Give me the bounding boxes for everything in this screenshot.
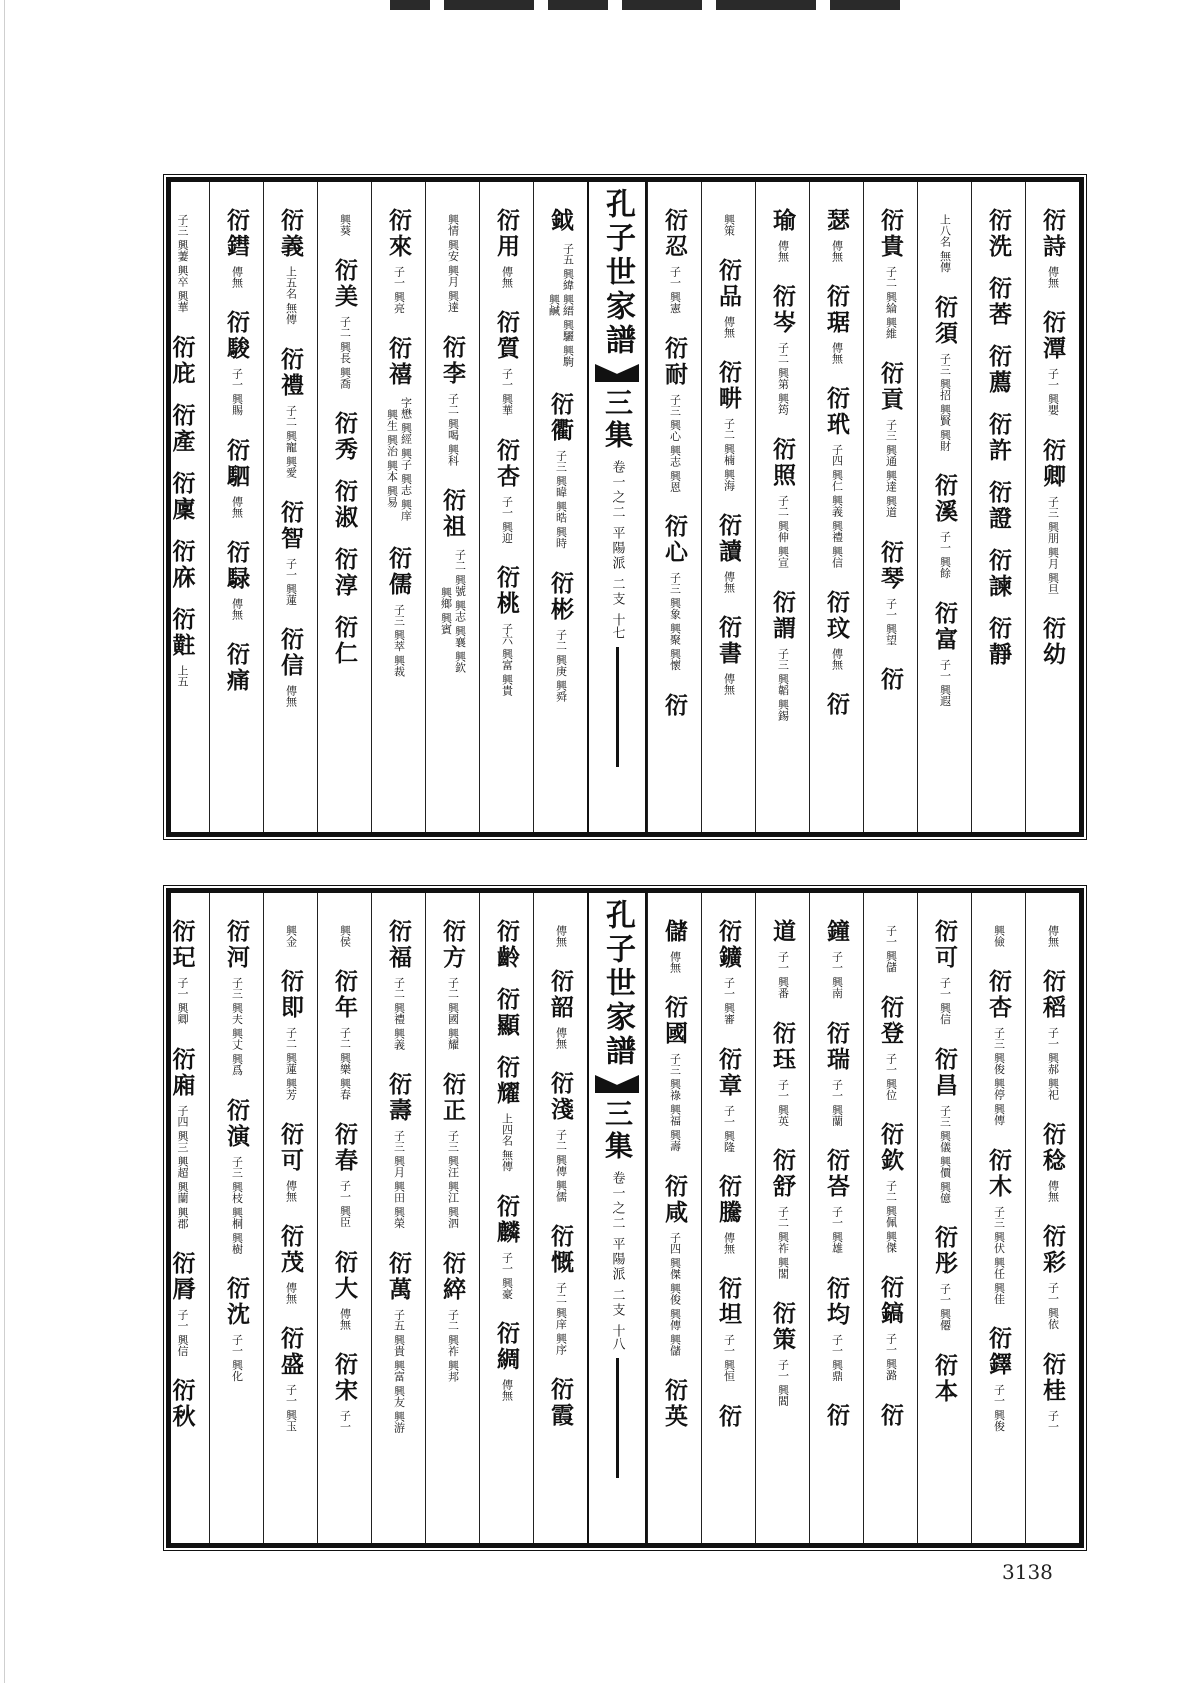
person-name: 衍禧 [385,335,412,388]
person-name: 衍駿 [223,310,250,362]
person-name: 衍駟 [223,437,250,490]
genealogy-column [317,893,371,1543]
person-name: 衍國 [661,995,688,1047]
person-name: 衍美 [331,258,358,310]
person-name: 衍 [823,692,850,718]
person-note: 子四 興三 興超 興蘭 興郡 [176,1104,189,1229]
person-note: 興策 [722,214,736,236]
person-name: 衍 [877,1402,904,1429]
person-note: 子一 興潞 [884,1333,898,1381]
person-note: 子三 興祿 興福 興壽 [668,1053,682,1152]
person-name: 衍本 [931,1352,958,1405]
person-name: 鐘 [823,919,850,945]
person-name: 衍貴 [877,208,904,260]
columns-bottom [168,893,1079,1543]
volume-info: 卷一之二 平陽派 二支 [609,460,625,608]
person-name: 衍盛 [277,1326,304,1378]
person-name: 衍衢 [547,392,574,444]
person-note: 興金 [284,925,298,947]
person-note: 傳無 [338,1307,352,1330]
person-note: 傳無 [554,925,568,947]
person-note: 子二 興寵 興愛 [284,404,298,478]
genealogy-block-top [166,177,1084,837]
page-number: 3138 [1002,1560,1053,1584]
genealogy-column [863,893,917,1543]
genealogy-column [863,182,917,832]
genealogy-column [971,893,1025,1543]
section-title: 三集 [601,388,634,452]
volume-info: 卷一之二 平陽派 二支 [609,1171,625,1319]
person-name: 衍可 [277,1122,304,1174]
person-name: 衍鑛 [715,919,742,971]
person-note: 興葵 [338,214,352,236]
person-name: 衍瑞 [823,1020,850,1073]
person-name: 衍顯 [493,987,520,1039]
person-name: 瑜 [769,208,796,234]
person-note: 傳無 [722,316,736,338]
person-name: 衍潭 [1039,310,1066,362]
person-name: 衍薦 [985,344,1012,396]
person-name: 衍舒 [769,1148,796,1200]
person-note: 傳無 [230,597,244,620]
person-name: 衍壽 [385,1072,412,1124]
person-note: 傳無 [1046,1180,1060,1202]
person-note: 子三 興伏 興任 興佳 [992,1205,1006,1304]
genealogy-column [701,893,755,1543]
person-note: 傳無 [1046,266,1060,288]
person-note: 傳無 [500,1379,514,1401]
person-note: 子一 興審 [722,977,736,1025]
person-note: 子一 興隆 [722,1104,736,1152]
person-name: 衍桃 [493,565,520,617]
person-name: 衍庥 [168,538,196,591]
person-name: 衍均 [823,1275,850,1328]
person-name: 衍幼 [1039,616,1066,668]
person-name: 衍岑 [769,284,796,336]
genealogy-column [263,182,317,832]
genealogy-column [155,182,209,832]
person-name: 衍琚 [823,284,850,336]
person-name: 衍秀 [331,411,358,463]
person-name: 衍 [877,667,904,693]
genealogy-column [371,182,425,832]
person-note: 子一 興華 [500,368,514,416]
person-name: 衍畊 [715,360,742,412]
genealogy-column [755,182,809,832]
person-name: 衍演 [223,1097,250,1150]
person-note: 子一 興僊 [938,1283,952,1331]
genealogy-column [209,893,263,1543]
person-name: 衍珏 [769,1020,796,1073]
top-scan-artifact [390,0,950,12]
person-name: 衍祖 [439,487,466,540]
person-name: 衍坦 [715,1276,742,1328]
person-name: 衍玟 [823,590,850,642]
person-note: 子二 興庚 興舜 [554,628,568,702]
person-name: 衍莕 [985,276,1012,328]
person-name: 衍耀 [493,1055,520,1107]
person-name: 衍鐸 [985,1326,1012,1378]
person-note: 子一 興俊 [992,1384,1006,1432]
person-note: 子三 興枝 興桐 興樹 [230,1155,244,1254]
person-name: 衍英 [661,1377,688,1430]
person-name: 衍富 [931,600,958,653]
person-note: 興侯 [338,925,352,947]
person-name: 衍庇 [168,334,196,387]
genealogy-column [209,182,263,832]
person-note: 子三 興儀 興價 興億 [938,1104,952,1203]
person-note: 子一 興位 [884,1052,898,1100]
person-note: 子一 興蓮 [284,557,298,605]
person-note: 子一 興餘 [938,531,952,579]
person-note: 子一 興遐 [938,658,952,706]
person-note: 傳無 [830,342,844,364]
person-name: 衍騄 [223,539,250,592]
person-name: 衍淺 [547,1071,574,1123]
book-title: 孔子世家譜 [600,188,635,358]
genealogy-column [647,182,701,832]
person-name: 衍昌 [931,1046,958,1099]
person-name: 衍章 [715,1046,742,1099]
folio-number: 十八 [609,1324,625,1351]
genealogy-column [533,893,587,1543]
person-note: 子三 興通 興達 興道 [884,419,898,518]
person-name: 衍桂 [1039,1351,1066,1404]
person-name: 衍齡 [493,919,520,971]
person-note: 傳無 [668,951,682,973]
person-name: 衍彬 [547,570,574,623]
person-note: 子一 興玉 [284,1384,298,1432]
person-note: 傳無 [722,571,736,593]
genealogy-column [971,182,1025,832]
person-name: 衍信 [277,627,304,679]
person-note: 子二 興國 興耀 [446,977,460,1050]
genealogy-column [155,893,209,1543]
person-note: 傳無 [500,266,514,288]
genealogy-column [809,893,863,1543]
person-name: 衍可 [931,919,958,971]
genealogy-column [317,182,371,832]
person-name: 衍脣 [168,1250,196,1303]
person-name: 衍李 [439,334,466,387]
person-note: 子五 興緯 興縉 興驪 興駒 興鹹 [547,243,575,367]
person-note: 傳無 [830,240,844,262]
person-note: 子一 興英 [776,1078,790,1126]
genealogy-column [917,182,971,832]
folio-number: 十七 [609,613,625,640]
person-name: 衍禮 [277,346,304,399]
person-note: 子一 興儲 [884,925,898,973]
person-note: 子三 興萋 興卒 興華 [176,214,189,313]
person-note: 子二 興蓮 興芳 [284,1027,298,1100]
person-name: 衍 [661,692,688,719]
person-note: 子一 興亮 [392,266,406,314]
person-name: 衍玘 [168,919,196,971]
person-name: 衍證 [985,480,1012,532]
person-note: 興儉 [992,925,1006,947]
genealogy-block-bottom [166,888,1084,1548]
person-name: 衍書 [715,615,742,667]
person-name: 衍黈 [168,606,196,659]
person-name: 衍許 [985,412,1012,464]
person-name: 衍仁 [331,615,358,667]
person-note: 子五 興貴 興富 興友 興游 [392,1308,406,1433]
person-note: 字懋 興經 興子 興志 興庠 興生 興治 興本 興易 [385,396,413,521]
person-name: 衍沈 [223,1276,250,1328]
person-name: 衍用 [493,208,520,260]
person-note: 子一 興望 [884,597,898,645]
person-note: 子三 興招 興賢 興財 [938,352,952,451]
person-name: 衍綢 [493,1321,520,1373]
person-name: 衍淑 [331,479,358,531]
person-note: 子一 興卿 [176,977,189,1025]
person-note: 子一 興嬰 [1046,368,1060,416]
person-note: 子一 興臣 [338,1180,352,1228]
person-note: 子一 興依 [1046,1282,1060,1330]
person-note: 子三 興朋 興月 興旦 [1046,495,1060,594]
person-name: 衍萬 [385,1250,412,1303]
person-name: 衍儒 [385,545,412,598]
person-name: 衍義 [277,208,304,260]
person-name: 衍彩 [1039,1224,1066,1276]
person-note: 子三 興夫 興丈 興爲 [230,977,244,1076]
person-note: 子一 興南 [830,951,844,999]
person-name: 衍淳 [331,547,358,599]
person-note: 子三 興暐 興晧 興時 [554,450,568,549]
person-name: 衍年 [331,969,358,1021]
center-title-column [587,893,647,1543]
person-name: 衍產 [168,402,196,455]
person-name: 衍謂 [769,590,796,642]
person-name: 衍宋 [331,1351,358,1404]
person-note: 子一 興憲 [668,266,682,314]
person-name: 衍咸 [661,1173,688,1226]
columns-top [168,182,1079,832]
genealogy-column [1025,182,1079,832]
genealogy-column [755,893,809,1543]
person-name: 衍鏏 [223,208,250,260]
genealogy-column [425,182,479,832]
person-name: 衍福 [385,919,412,971]
person-name: 衍即 [277,969,304,1021]
person-note: 子四 興傑 興俊 興傳 興儲 [668,1231,682,1356]
person-name: 衍詩 [1039,208,1066,260]
person-note: 子一 興信 [176,1308,189,1356]
person-name: 衍琴 [877,539,904,592]
person-name: 衍智 [277,499,304,552]
person-name: 衍河 [223,919,250,971]
person-name: 衍杏 [985,969,1012,1021]
scan-edge-line [4,0,5,1683]
genealogy-column [533,182,587,832]
person-name: 衍正 [439,1072,466,1124]
person-name: 衍春 [331,1122,358,1174]
person-note: 子一 興信 [938,977,952,1025]
person-note: 子四 興仁 興義 興禮 興信 [830,444,844,568]
person-name: 衍大 [331,1249,358,1302]
genealogy-column [917,893,971,1543]
person-note: 子二 興庠 興序 [554,1282,568,1355]
person-name: 道 [769,919,796,945]
person-note: 傳無 [284,1282,298,1304]
person-note: 子二 興傳 興儒 [554,1129,568,1202]
person-note: 子三 興心 興志 興恩 [668,393,682,492]
person-name: 衍卿 [1039,437,1066,490]
person-note: 子一 興迎 [500,495,514,543]
person-name: 衍秋 [168,1378,196,1430]
person-name: 衍溪 [931,473,958,525]
person-note: 子一 興閻 [776,1359,790,1407]
person-note: 傳無 [830,648,844,670]
person-note: 子二 興伸 興宣 [776,495,790,568]
person-name: 衍方 [439,919,466,971]
genealogy-column [479,893,533,1543]
person-name: 衍綷 [439,1250,466,1303]
person-name: 衍質 [493,310,520,362]
person-name: 衍來 [385,208,412,260]
person-name: 衍木 [985,1147,1012,1200]
person-note: 傳無 [722,673,736,695]
person-name: 衍韶 [547,969,574,1021]
genealogy-column [1025,893,1079,1543]
person-name: 衍耐 [661,335,688,388]
person-note: 傳無 [554,1027,568,1049]
person-note: 子三 興汪 興江 興泗 [446,1130,460,1229]
person-name: 衍彤 [931,1225,958,1277]
genealogy-column [425,893,479,1543]
person-note: 子一 興番 [776,951,790,999]
person-note: 上八名 無傳 [938,214,952,273]
person-note: 子二 興號 興志 興襄 興欽 興鄉 興賓 [439,548,467,673]
genealogy-column [479,182,533,832]
person-name: 衍 [715,1403,742,1430]
person-note: 子一 興郝 興祀 [1046,1027,1060,1100]
person-note: 子一 興化 [230,1334,244,1382]
person-note: 傳無 [230,495,244,518]
person-note: 子三 興萃 興裁 [392,603,406,677]
center-title-column [587,182,647,832]
person-note: 子二 興楠 興海 [722,418,736,491]
person-note: 傳無 [230,266,244,288]
person-note: 子三 興月 興田 興榮 [392,1130,406,1229]
person-name: 衍品 [715,258,742,310]
person-name: 衍 [823,1403,850,1429]
person-note: 子二 興長 興喬 [338,316,352,389]
person-name: 衍峇 [823,1148,850,1200]
person-name: 衍玳 [823,386,850,438]
person-note: 子一 興恒 [722,1334,736,1382]
person-note: 子二 興第 興筠 [776,342,790,415]
person-name: 衍稻 [1039,969,1066,1021]
person-name: 衍慨 [547,1224,574,1276]
person-note: 子二 興樂 興春 [338,1027,352,1100]
person-name: 衍心 [661,514,688,566]
person-note: 子一 興鼎 [830,1333,844,1381]
fishtail-mark-icon [595,364,639,382]
person-name: 衍欽 [877,1122,904,1174]
person-note: 子三 興韜 興錫 [776,648,790,721]
genealogy-column [701,182,755,832]
person-note: 子一 [338,1409,352,1432]
person-name: 儲 [661,919,688,945]
person-name: 衍登 [877,994,904,1047]
person-name: 鉞 [547,208,574,234]
person-note: 子二 興祚 興邦 [446,1308,460,1382]
person-note: 上五名 無傳 [284,266,298,325]
person-note: 傳無 [776,240,790,262]
person-name: 衍忍 [661,208,688,260]
person-name: 衍麟 [493,1193,520,1246]
person-name: 衍稔 [1039,1122,1066,1174]
person-note: 子一 [1046,1409,1060,1432]
person-note: 子六 興富 興貴 [500,623,514,696]
person-note: 子三 興象 興聚 興懷 [668,572,682,671]
person-note: 上五 [176,664,189,687]
person-note: 傳無 [284,685,298,707]
person-name: 瑟 [823,208,850,234]
person-name: 衍騰 [715,1174,742,1226]
person-note: 傳無 [284,1180,298,1202]
person-name: 衍廂 [168,1046,196,1099]
person-name: 衍照 [769,437,796,489]
person-name: 衍須 [931,294,958,347]
person-note: 子一 興賜 [230,368,244,416]
person-name: 衍霞 [547,1377,574,1429]
person-note: 傳無 [1046,925,1060,947]
person-name: 衍廩 [168,470,196,523]
person-note: 子二 興佩 興傑 [884,1180,898,1253]
genealogy-column [263,893,317,1543]
person-note: 子二 興喝 興科 [446,392,460,466]
person-name: 衍杏 [493,437,520,490]
person-note: 子一 興雄 [830,1206,844,1254]
person-note: 子二 興祚 興閣 [776,1206,790,1279]
person-note: 傳無 [722,1232,736,1254]
center-rule [616,1358,619,1478]
person-note: 子二 興禮 興義 [392,977,406,1050]
person-name: 衍痛 [223,641,250,694]
person-note: 上四名 無傳 [500,1113,514,1172]
genealogy-column [647,893,701,1543]
section-title: 三集 [601,1099,634,1163]
person-note: 子二 興綸 興維 [884,266,898,339]
person-name: 衍諫 [985,548,1012,600]
center-rule [616,647,619,767]
person-name: 衍策 [769,1301,796,1353]
person-note: 子一 興蘭 [830,1078,844,1126]
person-name: 衍靜 [985,616,1012,668]
person-note: 子三 興俊 興停 興傳 [992,1027,1006,1126]
person-name: 衍洗 [985,208,1012,260]
person-note: 興情 興安 興月 興達 [446,214,460,313]
genealogy-column [371,893,425,1543]
person-name: 衍讀 [715,513,742,565]
person-note: 子一 興豪 [500,1251,514,1299]
person-name: 衍鎬 [877,1275,904,1327]
book-title: 孔子世家譜 [600,899,635,1069]
genealogy-column [809,182,863,832]
person-name: 衍茂 [277,1224,304,1276]
person-name: 衍貢 [877,361,904,413]
fishtail-mark-icon [595,1075,639,1093]
